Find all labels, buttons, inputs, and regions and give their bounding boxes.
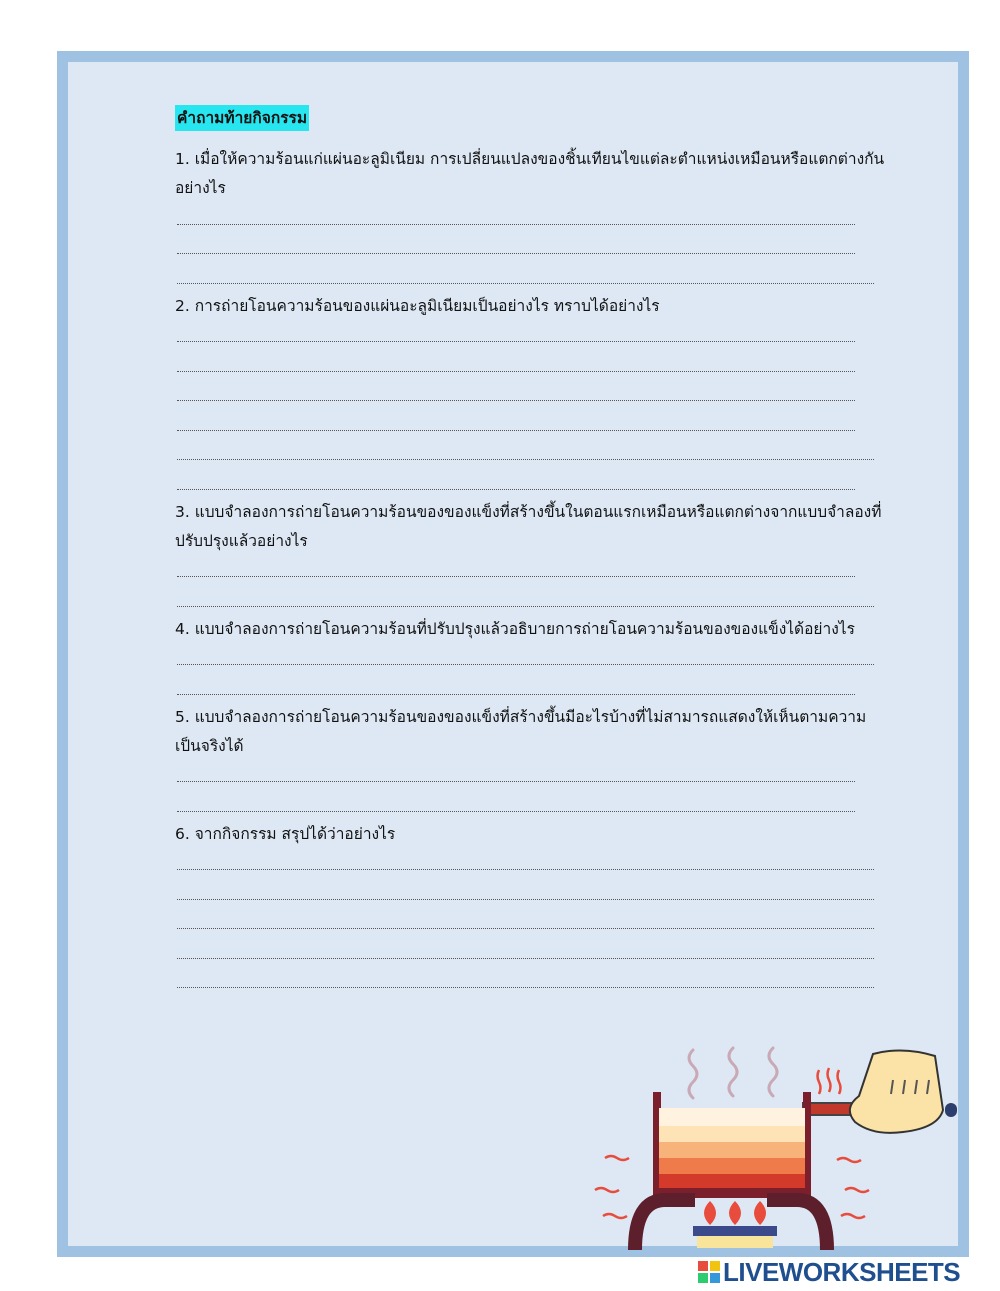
heating-pot-illustration: [575, 1040, 965, 1250]
answer-line[interactable]: [175, 203, 885, 233]
answer-line[interactable]: [175, 761, 885, 791]
answer-line[interactable]: [175, 908, 885, 938]
answer-line[interactable]: [175, 233, 885, 263]
question-6: 6. จากกิจกรรม สรุปได้ว่าอย่างไร: [175, 824, 396, 843]
answer-line[interactable]: [175, 468, 885, 498]
answer-line[interactable]: [175, 556, 885, 586]
brand-logo: [698, 1258, 960, 1286]
answer-line[interactable]: [175, 849, 885, 879]
burner-icon: [635, 1200, 827, 1250]
answer-line[interactable]: [175, 262, 885, 292]
answer-line[interactable]: [175, 644, 885, 674]
worksheet-heading: คำถามท้ายกิจกรรม: [175, 105, 309, 131]
answer-line[interactable]: [175, 967, 885, 997]
answer-line[interactable]: [175, 790, 885, 820]
question-2: 2. การถ่ายโอนความร้อนของแผ่นอะลูมิเนียมเป็นอย่างไร ทราบได้อย่างไร: [175, 296, 660, 315]
answer-line[interactable]: [175, 439, 885, 469]
answer-line[interactable]: [175, 673, 885, 703]
question-3: 3. แบบจำลองการถ่ายโอนความร้อนของของแข็งที่สร้างขึ้นในตอนแรกเหมือนหรือแตกต่างจากแบบจำลองที่ปรับปรุงแล้วอย่างไร: [175, 502, 882, 550]
answer-line[interactable]: [175, 937, 885, 967]
answer-line[interactable]: [175, 380, 885, 410]
question-4: 4. แบบจำลองการถ่ายโอนความร้อนที่ปรับปรุงแล้วอธิบายการถ่ายโอนความร้อนของของแข็งได้อย่างไร: [175, 619, 855, 638]
answer-line[interactable]: [175, 585, 885, 615]
worksheet-content: [175, 104, 885, 996]
answer-line[interactable]: [175, 321, 885, 351]
answer-line[interactable]: [175, 409, 885, 439]
answer-line[interactable]: [175, 878, 885, 908]
oven-mitt-icon: [803, 1050, 957, 1132]
question-1: 1. เมื่อให้ความร้อนแก่แผ่นอะลูมิเนียม การเปลี่ยนแปลงของชิ้นเทียนไขแต่ละตำแหน่งเหมือนหรือแตกต่างกันอย่างไร: [175, 150, 885, 197]
answer-line[interactable]: [175, 350, 885, 380]
brand-name: LIVEWORKSHEETS: [723, 1256, 961, 1287]
question-5: 5. แบบจำลองการถ่ายโอนความร้อนของของแข็งที่สร้างขึ้นมีอะไรบ้างที่ไม่สามารถแสดงให้เห็นตามความเป็นจริงได้: [175, 707, 867, 755]
liveworksheets-logo-icon: [698, 1261, 720, 1283]
pot-icon: [653, 1092, 811, 1198]
